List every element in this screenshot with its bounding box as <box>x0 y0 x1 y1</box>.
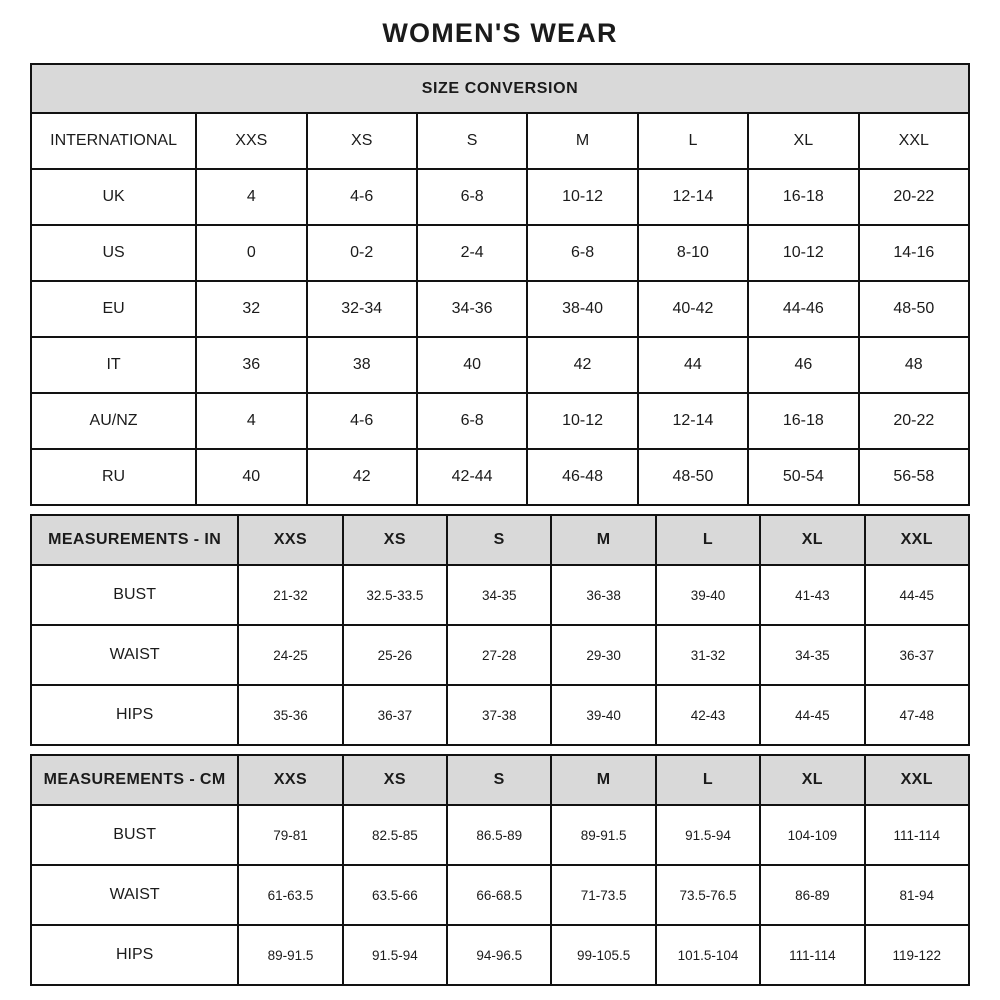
size-cell: 6-8 <box>417 393 527 449</box>
table-row <box>31 337 969 393</box>
size-cell: 10-12 <box>527 169 637 225</box>
measurement-cell: 81-94 <box>865 865 969 925</box>
measurement-cell: 27-28 <box>447 625 551 685</box>
measurement-cell: 44-45 <box>760 685 864 745</box>
column-header: INTERNATIONAL <box>31 113 196 169</box>
row-label: EU <box>31 281 196 337</box>
table-header-row <box>31 515 969 565</box>
measurement-cell: 104-109 <box>760 805 864 865</box>
size-cell: 44-46 <box>748 281 858 337</box>
measurement-cell: 61-63.5 <box>238 865 342 925</box>
size-cell: 10-12 <box>748 225 858 281</box>
measurement-cell: 44-45 <box>865 565 969 625</box>
table-row <box>31 685 969 745</box>
row-label: WAIST <box>31 865 238 925</box>
size-cell: 4 <box>196 393 306 449</box>
measurement-cell: 94-96.5 <box>447 925 551 985</box>
size-cell: 46-48 <box>527 449 637 505</box>
measurement-cell: 39-40 <box>656 565 760 625</box>
column-header: S <box>417 113 527 169</box>
row-label: HIPS <box>31 925 238 985</box>
size-cell: 6-8 <box>527 225 637 281</box>
measurements-cm-table <box>30 754 970 986</box>
measurement-cell: 119-122 <box>865 925 969 985</box>
table-row <box>31 805 969 865</box>
size-cell: 2-4 <box>417 225 527 281</box>
size-cell: 50-54 <box>748 449 858 505</box>
measurement-cell: 73.5-76.5 <box>656 865 760 925</box>
column-header: XXS <box>196 113 306 169</box>
table-title: MEASUREMENTS - CM <box>31 755 238 805</box>
size-cell: 8-10 <box>638 225 748 281</box>
measurement-cell: 42-43 <box>656 685 760 745</box>
measurement-cell: 36-38 <box>551 565 655 625</box>
size-cell: 4-6 <box>307 393 417 449</box>
measurement-cell: 34-35 <box>447 565 551 625</box>
size-cell: 48-50 <box>859 281 969 337</box>
column-header: XS <box>307 113 417 169</box>
column-header: XS <box>343 515 447 565</box>
size-cell: 38-40 <box>527 281 637 337</box>
size-cell: 16-18 <box>748 393 858 449</box>
size-cell: 34-36 <box>417 281 527 337</box>
size-cell: 20-22 <box>859 169 969 225</box>
measurement-cell: 32.5-33.5 <box>343 565 447 625</box>
measurement-cell: 31-32 <box>656 625 760 685</box>
measurement-cell: 36-37 <box>343 685 447 745</box>
measurement-cell: 89-91.5 <box>238 925 342 985</box>
size-cell: 16-18 <box>748 169 858 225</box>
size-cell: 10-12 <box>527 393 637 449</box>
measurement-cell: 35-36 <box>238 685 342 745</box>
size-conversion-table <box>30 63 970 506</box>
size-cell: 46 <box>748 337 858 393</box>
size-cell: 0 <box>196 225 306 281</box>
measurement-cell: 101.5-104 <box>656 925 760 985</box>
row-label: AU/NZ <box>31 393 196 449</box>
measurement-cell: 89-91.5 <box>551 805 655 865</box>
table-caption-row <box>31 64 969 113</box>
measurement-cell: 111-114 <box>865 805 969 865</box>
column-header: XL <box>760 755 864 805</box>
size-cell: 4 <box>196 169 306 225</box>
row-label: RU <box>31 449 196 505</box>
measurement-cell: 86-89 <box>760 865 864 925</box>
column-header: XXL <box>865 515 969 565</box>
size-cell: 12-14 <box>638 393 748 449</box>
measurement-cell: 91.5-94 <box>343 925 447 985</box>
measurement-cell: 34-35 <box>760 625 864 685</box>
column-header: XXL <box>859 113 969 169</box>
row-label: US <box>31 225 196 281</box>
measurement-cell: 24-25 <box>238 625 342 685</box>
measurement-cell: 86.5-89 <box>447 805 551 865</box>
size-cell: 14-16 <box>859 225 969 281</box>
measurement-cell: 71-73.5 <box>551 865 655 925</box>
table-row <box>31 865 969 925</box>
size-cell: 38 <box>307 337 417 393</box>
measurement-cell: 91.5-94 <box>656 805 760 865</box>
table-row <box>31 169 969 225</box>
measurement-cell: 41-43 <box>760 565 864 625</box>
measurement-cell: 29-30 <box>551 625 655 685</box>
measurement-cell: 79-81 <box>238 805 342 865</box>
size-cell: 32 <box>196 281 306 337</box>
size-cell: 40 <box>417 337 527 393</box>
table-row <box>31 449 969 505</box>
row-label: HIPS <box>31 685 238 745</box>
table-row <box>31 625 969 685</box>
column-header: XL <box>760 515 864 565</box>
column-header: M <box>527 113 637 169</box>
size-cell: 48-50 <box>638 449 748 505</box>
size-cell: 20-22 <box>859 393 969 449</box>
table-row <box>31 281 969 337</box>
size-cell: 48 <box>859 337 969 393</box>
table-row <box>31 565 969 625</box>
measurement-cell: 25-26 <box>343 625 447 685</box>
column-header: XXS <box>238 515 342 565</box>
table-header-row <box>31 755 969 805</box>
column-header: XL <box>748 113 858 169</box>
table-row <box>31 225 969 281</box>
measurement-cell: 21-32 <box>238 565 342 625</box>
row-label: BUST <box>31 565 238 625</box>
size-cell: 56-58 <box>859 449 969 505</box>
size-cell: 40-42 <box>638 281 748 337</box>
measurement-cell: 63.5-66 <box>343 865 447 925</box>
size-cell: 0-2 <box>307 225 417 281</box>
measurement-cell: 99-105.5 <box>551 925 655 985</box>
measurement-cell: 39-40 <box>551 685 655 745</box>
size-cell: 36 <box>196 337 306 393</box>
column-header: XXS <box>238 755 342 805</box>
size-cell: 40 <box>196 449 306 505</box>
size-cell: 6-8 <box>417 169 527 225</box>
column-header: XXL <box>865 755 969 805</box>
size-cell: 42-44 <box>417 449 527 505</box>
size-cell: 44 <box>638 337 748 393</box>
table-title: MEASUREMENTS - IN <box>31 515 238 565</box>
table-row <box>31 393 969 449</box>
row-label: UK <box>31 169 196 225</box>
measurement-cell: 82.5-85 <box>343 805 447 865</box>
column-header: L <box>638 113 748 169</box>
measurement-cell: 36-37 <box>865 625 969 685</box>
column-header: L <box>656 515 760 565</box>
measurement-cell: 111-114 <box>760 925 864 985</box>
measurements-in-table <box>30 514 970 746</box>
column-header: S <box>447 755 551 805</box>
table-row <box>31 925 969 985</box>
column-header: S <box>447 515 551 565</box>
measurement-cell: 66-68.5 <box>447 865 551 925</box>
measurement-cell: 47-48 <box>865 685 969 745</box>
column-header: XS <box>343 755 447 805</box>
table-header-row <box>31 113 969 169</box>
measurement-cell: 37-38 <box>447 685 551 745</box>
size-guide-page <box>30 0 970 986</box>
size-cell: 32-34 <box>307 281 417 337</box>
column-header: M <box>551 515 655 565</box>
row-label: BUST <box>31 805 238 865</box>
column-header: L <box>656 755 760 805</box>
size-cell: 42 <box>307 449 417 505</box>
size-cell: 12-14 <box>638 169 748 225</box>
page-title: WOMEN'S WEAR <box>382 18 618 48</box>
table-title: SIZE CONVERSION <box>31 64 969 113</box>
row-label: IT <box>31 337 196 393</box>
row-label: WAIST <box>31 625 238 685</box>
size-cell: 42 <box>527 337 637 393</box>
size-cell: 4-6 <box>307 169 417 225</box>
column-header: M <box>551 755 655 805</box>
